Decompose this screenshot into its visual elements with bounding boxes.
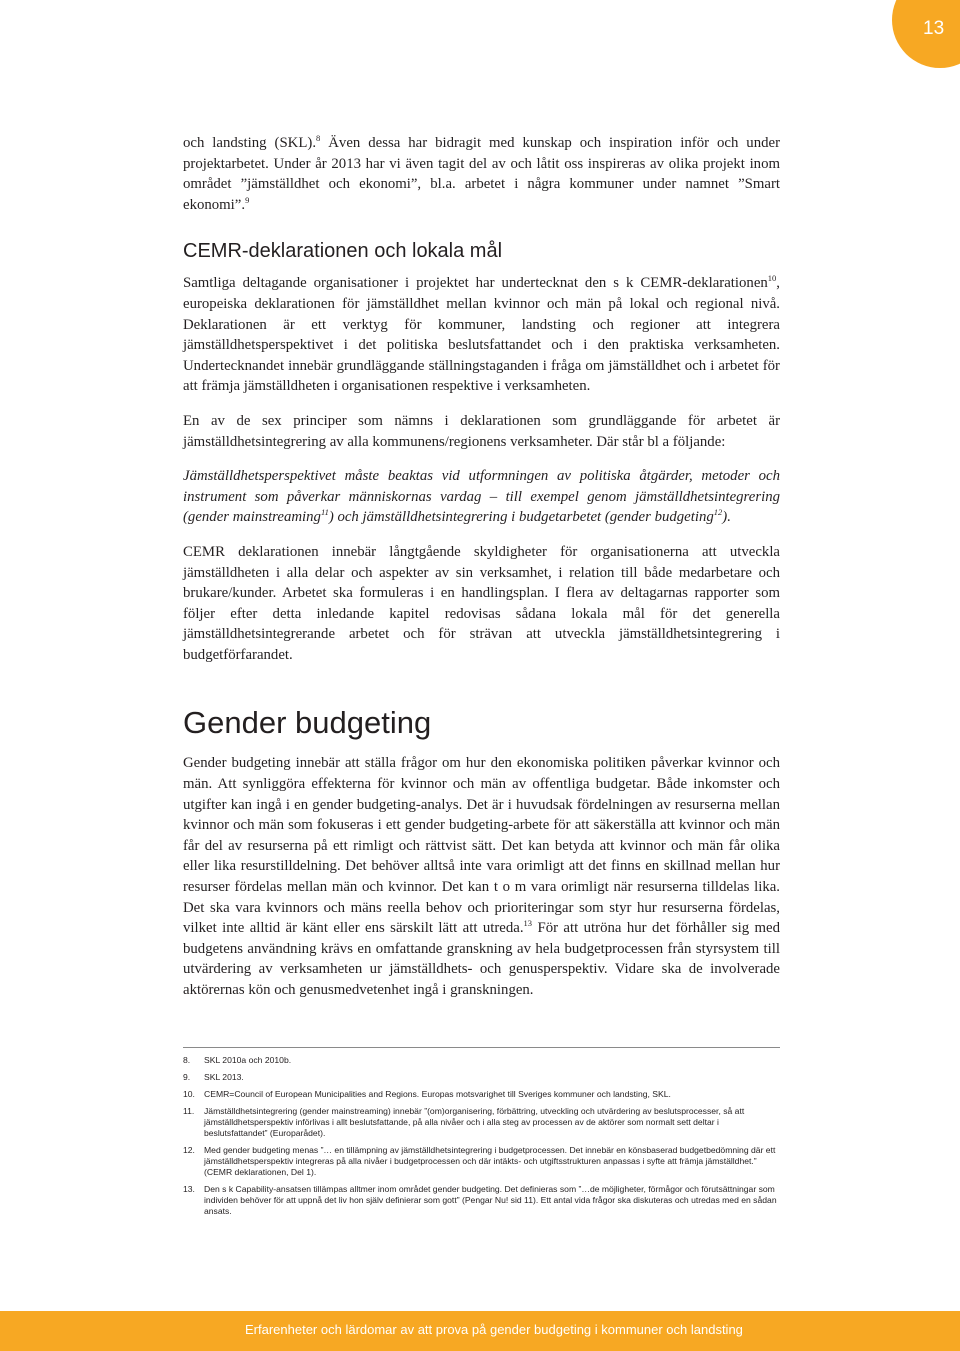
footnote-ref-11[interactable]: 11 [320,507,329,518]
footnote-number: 11. [183,1106,195,1116]
footnote-ref-13[interactable]: 13 [523,918,533,929]
page-number-badge [892,0,960,68]
gb-text-b: För att utröna hur det förhåller sig med budgetens användning krävs en omfattande granskning av hela budgetprocessen från styrsystem till utvärdering av verksamheten ur jämställdhets- och genusperspektiv. Vidare ska de involverade aktörernas kön och genusmedvetenhet ingå i granskningen. [183,920,780,998]
gb-text-a: Gender budgeting innebär att ställa frågor om hur den ekonomiska politiken påverkar kvinnor och män. Att synliggöra effekterna för kvinnor och män av offentliga budgetar. Både inkomster och utgifter kan ingå i en gender budgeting-analys. Det är i huvudsak fördelningen av resurserna mellan kvinnor och män som fokuseras i ett gender budgeting-arbete för att säkerställa att kvinnor och män får del av resurserna på ett rimligt och rättvist sätt. Det kan betyda att kvinnor och män får olika eller lika resurstilldelning. Det behöver alltså inte vara orimligt att det finns en skillnad mellan hur resurser fördelas mellan män och kvinnor. Det kan t o m vara orimligt när resurserna tilldelas lika. Det ska vara kvinnors och mäns reella behov och prioriteringar som styr hur resurserna fördelas, vilket inte alltid är känt eller ens särskilt lätt att utreda. [183,755,780,937]
footnote-item [183,1072,780,1083]
quote-text-b: ) och jämställdhetsintegrering i budgetarbetet (gender budgeting [328,509,714,526]
footnote-item [183,1184,780,1217]
footnote-number: 10. [183,1089,195,1099]
intro-text-b: Även dessa har bidragit med kunskap och inspiration inför och under projektarbetet. Under år 2013 har vi även tagit del av och låtit oss inspireras av olika projekt inom området ”jämställdhet och ekonomi”, bl.a. arbetet i några kommuner under namnet ”Smart ekonomi”. [183,135,780,213]
footnote-item [183,1055,780,1066]
intro-paragraph [183,133,780,215]
section-heading-cemr: CEMR-deklarationen och lokala mål [183,240,503,263]
cemr-paragraph-2: En av de sex principer som nämns i deklarationen som grundläggande för arbetet är jämställdhetsintegrering av alla kommunens/regionens verksamheter. Där står bl a följande: [183,412,780,450]
footnote-text: SKL 2010a och 2010b. [204,1055,292,1065]
intro-text-a: och landsting (SKL). [183,135,317,151]
footnote-text: Jämställdhetsintegrering (gender mainstreaming) innebär ”(om)organisering, förbättring, utveckling och utvärdering av beslutsprocesser, så att jämställdhetsperspektiv införlivas i allt beslutsfattande, på alla nivåer och i alla steg av processen av de aktörer som normalt sett deltar i beslutsfattandet” (Europarådet). [204,1106,745,1138]
footnote-ref-12[interactable]: 12 [713,507,723,518]
cemr-paragraph-3: CEMR deklarationen innebär långtgående skyldigheter för organisationerna att utveckla jämställdheten i alla delar och aspekter av sin verksamhet, i relation till både medarbetare och brukare/kunder. Arbetet ska formuleras i en handlingsplan. I flera av deltagarnas rapporter som följer efter detta inledande kapitel redovisas sådana lokala mål för det generella jämställdhetsintegrerande arbetet och för strävan att utveckla jämställdhetsintegrering i budgetförfarandet. [183,543,780,663]
footnotes [183,1047,780,1223]
footnote-text: Med gender budgeting menas ”… en tillämpning av jämställdhetsintegrering i budgetprocessen. Det innebär en könsbaserad budgetbedömning där ett jämställdhetsperspektiv integreras på alla nivåer i budgetprocessen och där intäkts- och utgiftsstrukturen anpassas i syfte att främja jämställdhet.” (CEMR deklarationen, Del 1). [204,1145,776,1177]
cemr-paragraph-1 [183,273,780,397]
main-content [183,133,780,1001]
footnote-text: Den s k Capability-ansatsen tillämpas alltmer inom området gender budgeting. Det definieras som ”…de möjligheter, förmågor och förutsättningar som individen behöver för att uppnå det liv hon själv definierar som gott” (Pengar Nu! sid 11). Ett antal vida frågor ska diskuteras och utredas med en sådan ansats. [204,1184,777,1216]
footnote-item [183,1089,780,1100]
footnote-ref-9[interactable]: 9 [245,194,250,205]
footnote-item [183,1106,780,1139]
footnote-item [183,1145,780,1178]
footnote-number: 8. [183,1055,191,1065]
quote-text-c: ). [722,509,731,526]
footnote-number: 13. [183,1184,195,1194]
footer-title: Erfarenheter och lärdomar av att prova på gender budgeting i kommuner och landsting [245,1322,743,1337]
page-number: 13 [923,18,945,39]
cemr-quote [183,466,780,528]
gender-budgeting-paragraph [183,753,780,1000]
footnote-number: 9. [183,1072,191,1082]
footnote-number: 12. [183,1145,195,1155]
page-footer [0,1311,960,1351]
cemr-text-a: Samtliga deltagande organisationer i projektet har undertecknat den s k CEMR-deklarationen [183,275,768,292]
footnote-ref-10[interactable]: 10 [767,273,777,284]
cemr-text-b: , europeiska deklarationen för jämställdhet mellan kvinnor och män på lokal och regional nivå. Deklarationen är ett verktyg för kommuner, landsting och regioner att integrera jämställdhetsperspektivet i det politiska beslutsfattandet och i den praktiska verksamheten. Undertecknandet innebär grundläggande ställningstaganden i fråga om jämställdhet och i arbetet för att främja jämställdheten i organisationen respektive i verksamheten. [183,275,780,395]
quote-text-a: Jämställdhetsperspektivet måste beaktas vid utformningen av politiska åtgärder, metoder och instrument som påverkar människornas vardag – till exempel genom jämställdhetsintegrering (gender mainstreaming [183,468,780,526]
footnote-text: CEMR=Council of European Municipalities and Regions. Europas motsvarighet till Sveriges kommuner och landsting, SKL. [204,1089,671,1099]
footnote-ref-8[interactable]: 8 [316,133,321,144]
footnote-text: SKL 2013. [204,1072,244,1082]
section-heading-gender-budgeting: Gender budgeting [183,705,432,741]
